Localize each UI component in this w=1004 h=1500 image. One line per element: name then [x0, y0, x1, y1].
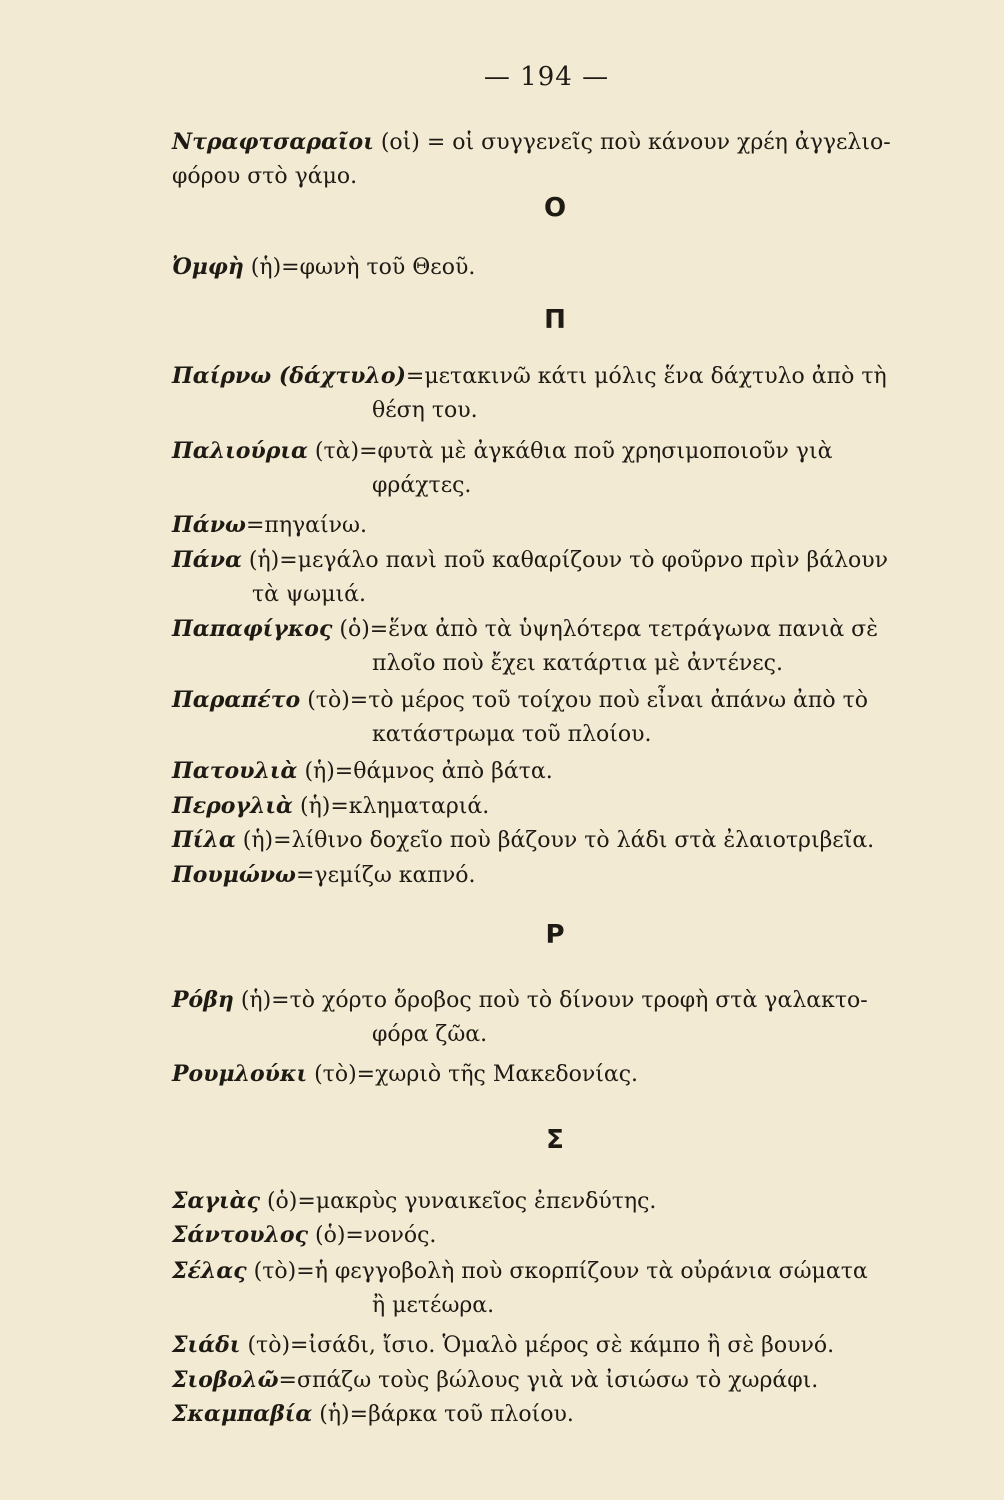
- entry-definition: (τὸ)=τὸ μέρος τοῦ τοίχου ποὺ εἶναι ἀπάνω ἀπὸ τὸ: [300, 688, 869, 713]
- entry-definition: (ἡ)=βάρκα τοῦ πλοίου.: [312, 1402, 574, 1427]
- entry-definition: =γεμίζω καπνό.: [296, 863, 476, 888]
- entry-definition: (ὁ)=μακρὺς γυναικεῖος ἐπενδύτης.: [259, 1189, 657, 1214]
- section-letter: Ρ: [545, 920, 565, 950]
- entry: [172, 858, 942, 893]
- entry: [172, 434, 942, 503]
- entry: [172, 789, 942, 824]
- entry-definition: (ἡ)=τὸ χόρτο ὄροβος ποὺ τὸ δίνουν τροφὴ στὰ γαλακτο-: [233, 988, 868, 1013]
- entry-headword: Σκαμπαβία: [172, 1401, 313, 1427]
- entry-continuation: πλοῖο ποὺ ἔχει κατάρτια μὲ ἀντένες.: [372, 651, 783, 676]
- entry-continuation: φόρα ζῶα.: [372, 1022, 488, 1047]
- entry: [172, 983, 942, 1052]
- entry-headword: Πίλα: [172, 827, 236, 853]
- entry-continuation: θέση του.: [372, 398, 478, 423]
- entry: [172, 754, 942, 789]
- entry: [172, 683, 942, 752]
- entry-definition: (τὰ)=φυτὰ μὲ ἀγκάθια ποῦ χρησιμοποιοῦν γιὰ: [307, 439, 833, 464]
- entry-definition: (ἡ)=φωνὴ τοῦ Θεοῦ.: [243, 255, 476, 280]
- entry-definition: (ἡ)=κληματαριά.: [293, 794, 490, 819]
- entry-headword: Παραπέτο: [172, 687, 301, 713]
- entry-headword: Πάνω: [172, 512, 246, 538]
- entry-definition: (ὁ)=ἕνα ἀπὸ τὰ ὑψηλότερα τετράγωνα πανιὰ σὲ: [332, 617, 879, 642]
- entry-definition: (τὸ)=χωριὸ τῆς Μακεδονίας.: [307, 1062, 639, 1087]
- section-letter: Ο: [543, 193, 567, 223]
- entry-headword: Σαγιὰς: [172, 1188, 260, 1214]
- entry-continuation: φράχτες.: [372, 473, 472, 498]
- section-letter: Σ: [546, 1125, 564, 1155]
- entry-headword: Παπαφίγκος: [172, 616, 333, 642]
- entry-definition: =πηγαίνω.: [245, 513, 367, 538]
- entry: [172, 823, 942, 858]
- entry-headword: Πάνα: [172, 547, 242, 573]
- entry-definition: (ἡ)=λίθινο δοχεῖο ποὺ βάζουν τὸ λάδι στὰ ἐλαιοτριβεῖα.: [235, 828, 875, 853]
- entry-headword: Σάντουλος: [172, 1222, 308, 1248]
- entry: [172, 1057, 942, 1092]
- entry-continuation: τὰ ψωμιά.: [252, 582, 366, 607]
- entry-headword: Πατουλιὰ: [172, 758, 298, 784]
- entry-headword: Παλιούρια: [172, 438, 308, 464]
- entry: [172, 1363, 942, 1398]
- entry-continuation: κατάστρωμα τοῦ πλοίου.: [372, 722, 652, 747]
- entry-continuation: φόρου στὸ γάμο.: [172, 164, 358, 189]
- entry-definition: (τὸ)=ἡ φεγγοβολὴ ποὺ σκορπίζουν τὰ οὐράνια σώματα: [246, 1259, 868, 1284]
- entry-headword: Περογλιὰ: [172, 793, 293, 819]
- entry: [172, 1218, 942, 1253]
- entry: [172, 1328, 942, 1363]
- entry-continuation: ἢ μετέωρα.: [372, 1293, 495, 1318]
- entry: [172, 543, 942, 612]
- entry-headword: Ρόβη: [172, 987, 234, 1013]
- entry-headword: Ρουμλούκι: [172, 1061, 308, 1087]
- entry-headword: Πουμώνω: [172, 862, 296, 888]
- entry-headword: Ὀμφὴ: [172, 254, 244, 280]
- entry: [172, 612, 942, 681]
- entry: [172, 1184, 942, 1219]
- entry: [172, 250, 942, 285]
- entry-definition: (ἡ)=μεγάλο πανὶ ποῦ καθαρίζουν τὸ φοῦρνο πρὶν βάλουν: [241, 548, 889, 573]
- entry-definition: =μετακινῶ κάτι μόλις ἕνα δάχτυλο ἀπὸ τὴ: [405, 364, 887, 389]
- page-number: — 194 —: [483, 62, 610, 92]
- entry-headword: Σιάδι: [172, 1332, 241, 1358]
- section-letter: Π: [544, 305, 566, 335]
- entry: [172, 1397, 942, 1432]
- entry-definition: =σπάζω τοὺς βώλους γιὰ νὰ ἰσιώσω τὸ χωράφι.: [278, 1368, 819, 1393]
- entry-headword: Παίρνω (δάχτυλο): [172, 363, 406, 389]
- entry: [172, 125, 942, 194]
- entry-definition: (οἱ) = οἱ συγγενεῖς ποὺ κάνουν χρέη ἀγγελιο-: [373, 130, 891, 155]
- entry: [172, 359, 942, 428]
- entry-definition: (ἡ)=θάμνος ἀπὸ βάτα.: [297, 759, 553, 784]
- entry-definition: (τὸ)=ἰσάδι, ἴσιο. Ὁμαλὸ μέρος σὲ κάμπο ἢ σὲ βουνό.: [240, 1333, 835, 1358]
- entry: [172, 508, 942, 543]
- entry-definition: (ὁ)=νονός.: [308, 1223, 437, 1248]
- entry: [172, 1254, 942, 1323]
- entry-headword: Ντραφτσαραῖοι: [172, 129, 374, 155]
- entry-headword: Σιοβολῶ: [172, 1367, 279, 1393]
- entry-headword: Σέλας: [172, 1258, 247, 1284]
